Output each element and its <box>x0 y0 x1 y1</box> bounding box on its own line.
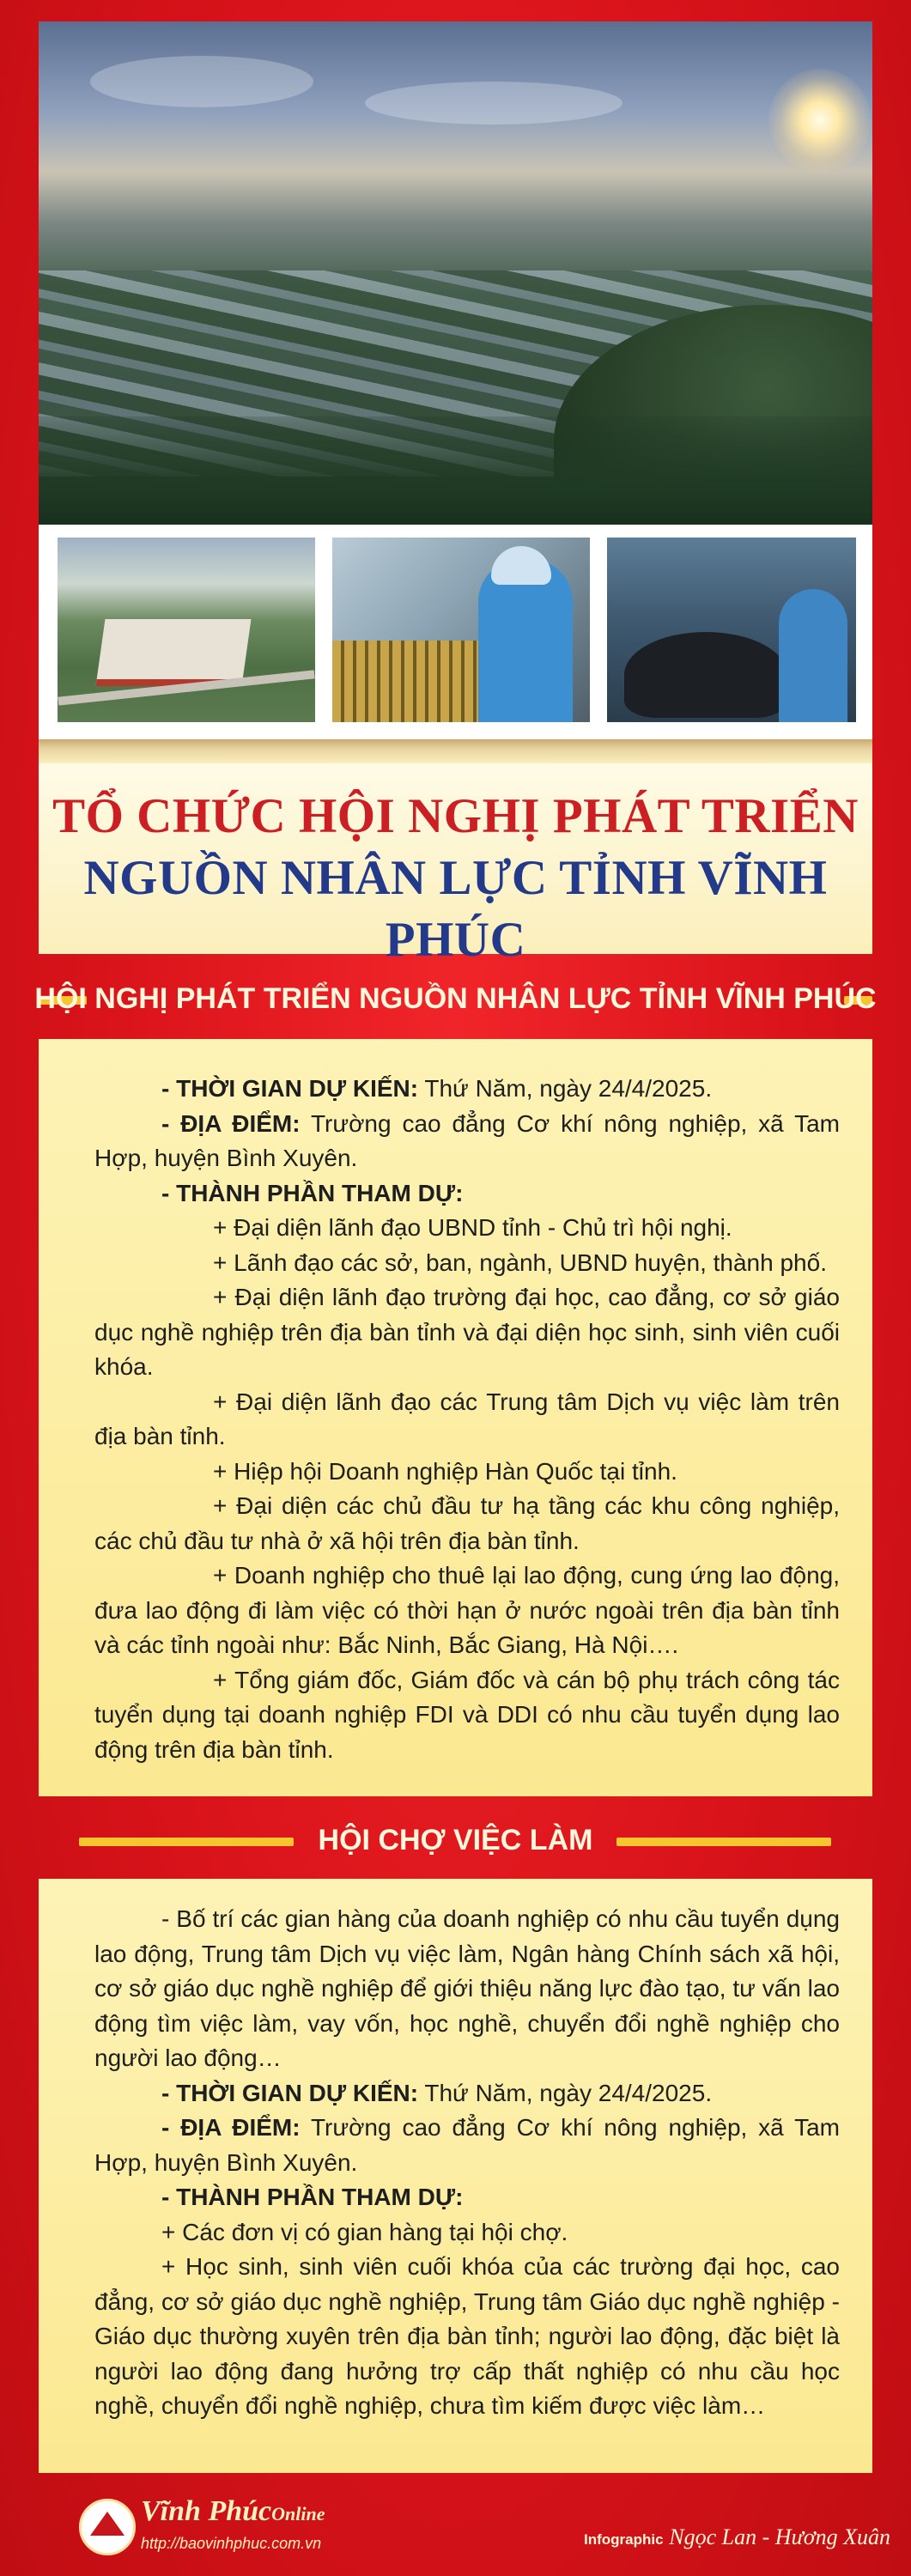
photo-worker-electronics <box>332 538 590 722</box>
section-2-content <box>94 1902 840 2424</box>
s2-participant-item: + Học sinh, sinh viên cuối khóa của các trường đại học, cao đẳng, cơ sở giáo dục nghề nghiệp, Trung tâm Giáo dục nghề nghiệp - Giáo dục thường xuyên trên địa bàn tỉnh; người lao động, đặc biệt là người lao động đang hưởng trợ cấp thất nghiệp có nhu cầu học nghề, chuyển đổi nghề nghiệp, chưa tìm kiếm được việc làm… <box>94 2253 840 2419</box>
newspaper-logo-icon[interactable] <box>79 2499 136 2555</box>
page-title <box>39 786 872 971</box>
hero-aerial-photo <box>39 21 872 525</box>
credit-names: Ngọc Lan - Hương Xuân <box>669 2524 890 2549</box>
s1-participant-item: + Đại diện lãnh đạo UBND tỉnh - Chủ trì hội nghị. <box>213 1214 732 1241</box>
section-1-header <box>0 977 911 1020</box>
s1-participant-item: + Tổng giám đốc, Giám đốc và cán bộ phụ trách công tác tuyển dụng tại doanh nghiệp FDI và DDI có nhu cầu tuyển dụng lao động trên địa bàn tỉnh. <box>94 1666 840 1763</box>
title-line-2: NGUỒN NHÂN LỰC TỈNH VĨNH PHÚC <box>83 851 828 967</box>
photo-factory-aerial <box>58 538 315 722</box>
photo-worker-motorbike <box>607 538 856 722</box>
s1-time-value: Thứ Năm, ngày 24/4/2025. <box>418 1075 713 1102</box>
s2-participant-item: + Các đơn vị có gian hàng tại hội chợ. <box>161 2218 568 2245</box>
section-1-heading: HỘI NGHỊ PHÁT TRIỂN NGUỒN NHÂN LỰC TỈNH VĨNH PHÚC <box>34 982 877 1015</box>
brand-suffix: Online <box>271 2503 325 2524</box>
s1-participant-item: + Đại diện các chủ đầu tư hạ tầng các khu công nghiệp, các chủ đầu tư nhà ở xã hội trên địa bàn tỉnh. <box>94 1492 840 1554</box>
s1-participant-item: + Doanh nghiệp cho thuê lại lao động, cung ứng lao động, đưa lao động đi làm việc có thời hạn ở nước ngoài trên địa bàn tỉnh và các tỉnh ngoài như: Bắc Ninh, Bắc Giang, Hà Nội…. <box>94 1562 840 1658</box>
s2-intro: - Bố trí các gian hàng của doanh nghiệp có nhu cầu tuyển dụng lao động, Trung tâm Dịch vụ việc làm, Ngân hàng Chính sách xã hội, cơ sở giáo dục nghề nghiệp để giới thiệu năng lực đào tạo, tư vấn lao động tìm việc làm, vay vốn, học nghề, chuyển đổi nghề nghiệp cho người lao động… <box>94 1905 840 2071</box>
forest <box>39 416 872 525</box>
site-url[interactable]: http://baovinhphuc.com.vn <box>141 2535 322 2552</box>
s1-participant-item: + Đại diện lãnh đạo trường đại học, cao đẳng, cơ sở giáo dục nghề nghiệp trên địa bàn tỉnh và đại diện học sinh, sinh viên cuối khóa. <box>94 1284 840 1380</box>
brand-name[interactable] <box>141 2494 325 2531</box>
s2-place-label: - ĐỊA ĐIỂM: <box>161 2114 301 2141</box>
s1-participant-item: + Đại diện lãnh đạo các Trung tâm Dịch vụ việc làm trên địa bàn tỉnh. <box>94 1388 840 1449</box>
infographic-credit <box>584 2524 890 2550</box>
s1-place-value: Trường cao đẳng Cơ khí nông nghiệp, xã Tam Hợp, huyện Bình Xuyên. <box>94 1109 840 1171</box>
banner-shadow <box>39 739 872 763</box>
brand-text: Vĩnh Phúc <box>141 2495 272 2527</box>
s1-participant-item: + Hiệp hội Doanh nghiệp Hàn Quốc tại tỉnh. <box>213 1457 677 1485</box>
section-1-content <box>94 1072 840 1767</box>
s2-time-value: Thứ Năm, ngày 24/4/2025. <box>418 2079 713 2106</box>
sun-glare <box>768 69 872 172</box>
s2-time-label: - THỜI GIAN DỰ KIẾN: <box>161 2079 419 2106</box>
section-2-heading: HỘI CHỢ VIỆC LÀM <box>318 1824 593 1856</box>
s2-participants-label: - THÀNH PHẦN THAM DỰ: <box>161 2184 464 2210</box>
photo-strip <box>39 525 872 739</box>
s1-place-label: - ĐỊA ĐIỂM: <box>161 1109 301 1137</box>
s2-place-value: Trường cao đẳng Cơ khí nông nghiệp, xã Tam Hợp, huyện Bình Xuyên. <box>94 2114 840 2176</box>
s1-participants-label: - THÀNH PHẦN THAM DỰ: <box>161 1179 464 1206</box>
credit-label: Infographic <box>584 2531 664 2548</box>
section-2-header <box>0 1819 911 1862</box>
title-line-1: TỔ CHỨC HỘI NGHỊ PHÁT TRIỂN <box>52 789 859 843</box>
s1-participant-item: + Lãnh đạo các sở, ban, ngành, UBND huyện, thành phố. <box>213 1249 827 1276</box>
s1-time-label: - THỜI GIAN DỰ KIẾN: <box>161 1075 419 1102</box>
